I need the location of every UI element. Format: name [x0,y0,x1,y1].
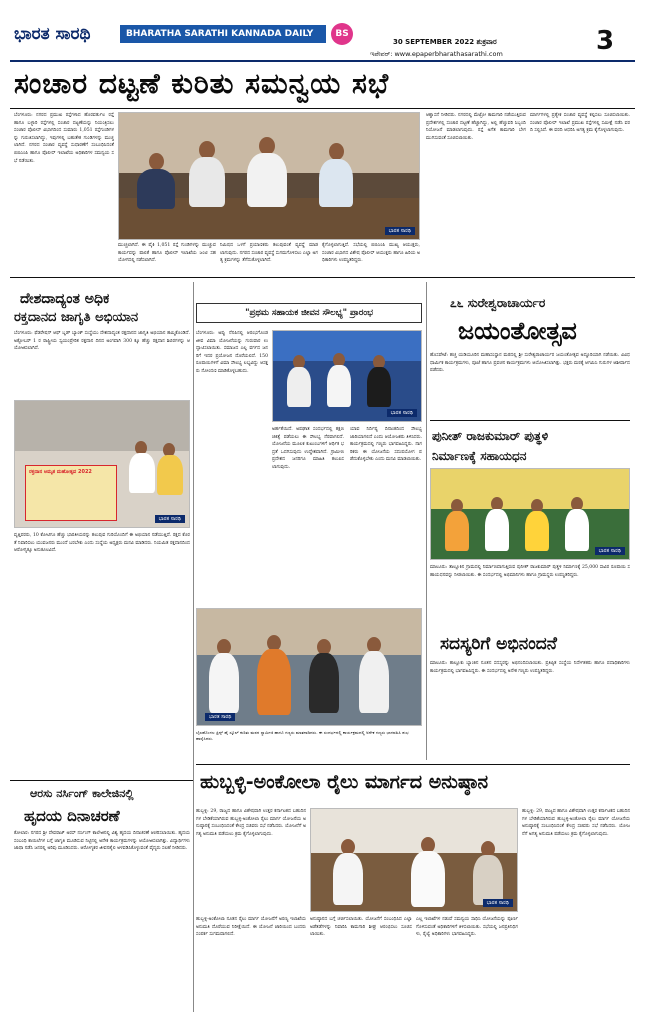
heart-headline-1: ಆರಸು ನರ್ಸಿಂಗ್ ಕಾಲೇಜಿನಲ್ಲಿ [30,787,134,800]
blood-banner-text: ರಕ್ತದಾನ ಅಮೃತ ಮಹೋತ್ಸವ 2022 [29,469,92,475]
page-number: 3 [596,26,615,56]
felicitation-headline: ಸದಸ್ಯರಿಗೆ ಅಭಿನಂದನೆ [440,634,557,654]
top-story-bottom-rule [10,277,635,278]
railway-col5: ಹುಬ್ಬಳ್ಳಿ: 29, ರಾಜ್ಯದ ಹಾಗೂ ವಿಶೇಷವಾಗಿ ಉತ್ತರ ಕರ್ನಾಟಕದ ಬಹುದಿನಗಳ ಬೇಡಿಕೆಯಾಗಿರುವ ಹುಬ್ಬಳ್ಳಿ-ಅಂಕೋಲಾ ರೈಲು ಮಾರ್ಗ ಯೋಜನೆಯ ಅನುಷ್ಠಾನಕ್ಕೆ ಸಂಬಂಧಿಸಿದಂತೆ ಕೇಂದ್ರ ಸಚಿವರು ಸಭೆ ನಡೆಸಿದರು. ಯೋಜನೆಗೆ ಅಗತ್ಯ ಅನುಮತಿ ಪಡೆಯಲು ಕ್ರಮ ಕೈಗೊಳ್ಳಲಾಗುವುದು. [522,809,630,837]
railway-top-rule [196,764,630,765]
column-rule-left [193,282,194,1012]
swamiji-photo-watermark: ಭಾರತ ಸಾರಥಿ [205,713,235,721]
railway-col2: ಹುಬ್ಬಳ್ಳಿ-ಅಂಕೋಲಾ ನೂತನ ರೈಲು ಮಾರ್ಗ ಯೋಜನೆಗೆ ಅರಣ್ಯ ಇಲಾಖೆಯ ಅನುಮತಿ ದೊರೆಯುವ ನಿರೀಕ್ಷೆಯಿದೆ. ಈ ಯೋಜನೆ ಜಾರಿಯಿಂದ ಬಂದರು ಸಂಪರ್ಕ ಸುಗಮವಾಗಲಿದೆ. [196,917,306,938]
masthead-website: ಇಪೇಪರ್: www.epaperbharathasarathi.com [370,50,503,58]
blood-photo [14,400,190,528]
blood-photo-watermark: ಭಾರತ ಸಾರಥಿ [155,515,185,523]
blood-text-2: ವೃತ್ತಿಪರರು, 10 ಕೋಟಿಗೂ ಹೆಚ್ಚು ಭಾರತೀಯರನ್ನು ತಲುಪುವ ಗುರಿಯೊಂದಿಗೆ ಈ ಅಭಿಯಾನ ನಡೆಯುತ್ತಿದೆ. ರಕ್ತದ ಕೊರತೆ ನಿವಾರಿಸಲು ಯುವಜನರು ಮುಂದೆ ಬರಬೇಕು ಎಂದು ಸಂಸ್ಥೆಯ ಅಧ್ಯಕ್ಷರು ಮನವಿ ಮಾಡಿದರು. ನಿಯಮಿತ ರಕ್ತದಾನದಿಂದ ಆರೋಗ್ಯಕ್ಕೂ ಅನುಕೂಲವಿದೆ. [14,533,190,554]
insurance-col1: ಬೆಂಗಳೂರು: ಅಪ್ಪು ನೆನಪಿನಲ್ಲಿ ಆರಂಭಗೊಂಡ ಜೀವ ವಿಮಾ ಯೋಜನೆಯನ್ನು ಗುರುವಾರ ಉದ್ಘಾಟಿಸಲಾಯಿತು. ಸಮಾಜದ ಎಲ್ಲ ವರ್ಗದ ಜನರಿಗೆ ಇದರ ಪ್ರಯೋಜನ ದೊರೆಯಲಿದೆ. 150 ರೂಪಾಯಿಗಳಿಗೆ ವಿಮಾ ಸೌಲಭ್ಯ ಲಭ್ಯವಿದ್ದು ಆಸಕ್ತರು ನೋಂದಣಿ ಮಾಡಿಕೊಳ್ಳಬಹುದು. [196,331,268,374]
masthead [0,0,645,62]
railway-headline: ಹುಬ್ಬಳ್ಳಿ-ಅಂಕೋಲಾ ರೈಲು ಮಾರ್ಗದ ಅನುಷ್ಠಾನ [200,771,489,793]
blood-headline-1: ದೇಶದಾದ್ಯಂತ ಅಧಿಕ [20,291,110,307]
statue-photo [430,468,630,560]
insurance-headline-box [196,303,422,323]
top-story-photo-watermark: ಭಾರತ ಸಾರಥಿ [385,227,415,235]
jubilee-text: ಹೊಸಪೇಟೆ: ಹಚ್ಚ ಯಡಿಯೂರಿನ ಮಹಾಸಂಸ್ಥಾನ ಮಠದಲ್ಲಿ ಶ್ರೀ ಸುರೇಶ್ವರಾಚಾರ್ಯರ ಜಯಂತೋತ್ಸವ ಅದ್ಧೂರಿಯಾಗಿ ನಡೆಯಿತು. ವಿವಿಧ ಧಾರ್ಮಿಕ ಕಾರ್ಯಕ್ರಮಗಳು, ಪೂಜೆ ಹಾಗೂ ಪ್ರವಚನ ಕಾರ್ಯಕ್ರಮಗಳು ಆಯೋಜಿಸಲಾಗಿತ್ತು. ಭಕ್ತರು ಮಠಕ್ಕೆ ಆಗಮಿಸಿ ಗುರುಗಳ ಆಶೀರ್ವಾದ ಪಡೆದರು. [430,353,630,374]
top-story-headline: ಸಂಚಾರ ದಟ್ಟಣೆ ಕುರಿತು ಸಮನ್ವಯ ಸಭೆ [14,67,390,100]
heart-text: ಕೋಲಾರ: ನಗರದ ಶ್ರೀ ದೇವರಾಜ್ ಅರಸ್ ನರ್ಸಿಂಗ್ ಕಾಲೇಜಿನಲ್ಲಿ ವಿಶ್ವ ಹೃದಯ ದಿನಾಚರಣೆ ಆಚರಿಸಲಾಯಿತು. ಹೃದಯ ಸಂಬಂಧಿ ಕಾಯಿಲೆಗಳ ಬಗ್ಗೆ ಜಾಗೃತಿ ಮೂಡಿಸುವ ನಿಟ್ಟಿನಲ್ಲಿ ಅನೇಕ ಕಾರ್ಯಕ್ರಮಗಳನ್ನು ಆಯೋಜಿಸಲಾಗಿತ್ತು. ವಿದ್ಯಾರ್ಥಿಗಳು ಜಾಥಾ ನಡೆಸಿ ಜನರಲ್ಲಿ ಅರಿವು ಮೂಡಿಸಿದರು. ಆರೋಗ್ಯಕರ ಜೀವನಶೈಲಿ ಅಳವಡಿಸಿಕೊಳ್ಳುವಂತೆ ವೈದ್ಯರು ಸಲಹೆ ನೀಡಿದರು. [14,831,190,852]
railway-col1: ಹುಬ್ಬಳ್ಳಿ: 29, ರಾಜ್ಯದ ಹಾಗೂ ವಿಶೇಷವಾಗಿ ಉತ್ತರ ಕರ್ನಾಟಕದ ಬಹುದಿನಗಳ ಬೇಡಿಕೆಯಾಗಿರುವ ಹುಬ್ಬಳ್ಳಿ-ಅಂಕೋಲಾ ರೈಲು ಮಾರ್ಗ ಯೋಜನೆಯ ಅನುಷ್ಠಾನಕ್ಕೆ ಸಂಬಂಧಿಸಿದಂತೆ ಕೇಂದ್ರ ಸಚಿವರು ಸಭೆ ನಡೆಸಿದರು. ಯೋಜನೆಗೆ ಅಗತ್ಯ ಅನುಮತಿ ಪಡೆಯಲು ಕ್ರಮ ಕೈಗೊಳ್ಳಲಾಗುವುದು. [196,809,306,837]
railway-photo [310,808,518,912]
masthead-bs-logo: BS [331,23,353,45]
column-rule-right [426,282,427,760]
railway-photo-watermark: ಭಾರತ ಸಾರಥಿ [483,899,513,907]
top-story-col2: ಮುಚ್ಚಲಾಗಿದೆ. ಈ ಪೈಕಿ 1,051 ರಸ್ತೆ ಗುಂಡಿಗಳನ್ನು ಮುಚ್ಚುವ ಕಾರ್ಯವನ್ನು ಪಾಲಿಕೆ ಹಾಗೂ ಪೊಲೀಸ್ ಇಲಾಖೆಯ ಜಂಟಿ ಸಹಯೋಗದಲ್ಲಿ ನಡೆಸಲಾಗಿದೆ. [118,243,216,264]
top-story-rule [10,108,635,109]
jubilee-headline-1: ೭೬ ಸುರೇಶ್ವರಾಚಾರ್ಯರ [450,296,546,310]
masthead-date: 30 SEPTEMBER 2022 ಶುಕ್ರವಾರ [393,38,497,46]
felicitation-text: ಮಾಲೂರು: ತಾಲ್ಲೂಕು ಬ್ಯಾಂಕಿನ ನೂತನ ಸದಸ್ಯರನ್ನು ಅಭಿನಂದಿಸಲಾಯಿತು. ಪ್ರತಿಷ್ಠಿತ ಸಂಸ್ಥೆಯ ನಿರ್ದೇಶಕರು ಹಾಗೂ ಪದಾಧಿಕಾರಿಗಳು ಕಾರ್ಯಕ್ರಮದಲ್ಲಿ ಭಾಗವಹಿಸಿದ್ದರು. ಈ ಸಂದರ್ಭದಲ್ಲಿ ಅನೇಕ ಗಣ್ಯರು ಉಪಸ್ಥಿತರಿದ್ದರು. [430,661,630,674]
jubilee-rule [430,420,630,421]
top-story-col1: ಬೆಂಗಳೂರು: ನಗರದ ಪ್ರಮುಖ ರಸ್ತೆಗಳಾದ ಹೊರವರ್ತುಲ ರಸ್ತೆ ಹಾಗೂ ಬಳ್ಳಾರಿ ರಸ್ತೆಗಳಲ್ಲಿ ಸಂಚಾರ ದಟ್ಟಣೆಯನ್ನು ನಿಯಂತ್ರಿಸಲು ಸಂಚಾರ ಪೊಲೀಸ್ ವಿಭಾಗದಿಂದ ಸುಮಾರು 1,051 ರಸ್ತೆಗುಂಡಿಗಳನ್ನು ಗುರುತಿಸಲಾಗಿದ್ದು, ಇವುಗಳಲ್ಲಿ ಬಹುತೇಕ ಗುಂಡಿಗಳನ್ನು ಮುಚ್ಚಲಾಗಿದೆ. ನಗರದ ಸಂಚಾರ ವ್ಯವಸ್ಥೆ ಸುಧಾರಣೆಗೆ ಸಂಬಂಧಿಸಿದಂತೆ ಬಿಬಿಎಂಪಿ ಹಾಗೂ ಪೊಲೀಸ್ ಇಲಾಖೆಯ ಅಧಿಕಾರಿಗಳ ಸಮನ್ವಯ ಸಭೆ ನಡೆಯಿತು. [14,113,114,164]
insurance-col3: ಯಾವ ನಿರ್ದಿಷ್ಟ ದಿನಾಂಕದಿಂದ ಸೌಲಭ್ಯ ಜಾರಿಯಾಗಲಿದೆ ಎಂದು ಆಯೋಜಕರು ತಿಳಿಸಿದರು. ಕಾರ್ಯಕ್ರಮದಲ್ಲಿ ಗಣ್ಯರು ಭಾಗವಹಿಸಿದ್ದರು. ನಾಗರಿಕರು ಈ ಯೋಜನೆಯ ಸದುಪಯೋಗ ಪಡೆದುಕೊಳ್ಳಬೇಕು ಎಂದು ಮನವಿ ಮಾಡಲಾಯಿತು. [350,427,422,463]
swamiji-photo [196,608,422,726]
statue-text: ಮಾಲೂರು: ತಾಲ್ಲೂಕಿನ ಗ್ರಾಮದಲ್ಲಿ ನಿರ್ಮಾಣವಾಗುತ್ತಿರುವ ಪುನೀತ್ ರಾಜಕುಮಾರ್ ಪುತ್ಥಳಿ ನಿರ್ಮಾಣಕ್ಕೆ 25,000 ಸಾವಿರ ರೂಪಾಯಿ ಸಹಾಯಧನವನ್ನು ನೀಡಲಾಯಿತು. ಈ ಸಂದರ್ಭದಲ್ಲಿ ಅಭಿಮಾನಿಗಳು ಹಾಗೂ ಗ್ರಾಮಸ್ಥರು ಉಪಸ್ಥಿತರಿದ್ದರು. [430,565,630,578]
insurance-headline: "ಪ್ರಥಮ ಸಹಾಯಕ ಜೀವನ ಸೌಲಭ್ಯ" ಪ್ರಾರಂಭ [245,308,373,318]
heart-headline-2: ಹೃದಯ ದಿನಾಚರಣೆ [24,807,120,825]
insurance-photo-watermark: ಭಾರತ ಸಾರಥಿ [387,409,417,417]
top-story-col5: ಆಶ್ವಾಸನೆ ನೀಡಿದರು. ನಗರದಲ್ಲಿ ಮೆಟ್ರೋ ಕಾಮಗಾರಿ ನಡೆಯುತ್ತಿರುವ ಪ್ರದೇಶಗಳಲ್ಲಿ ಸಂಚಾರ ದಟ್ಟಣೆ ಹೆಚ್ಚಾಗಿದ್ದು, ಅಲ್ಲಿ ಹೆಚ್ಚುವರಿ ಸಿಬ್ಬಂದಿ ನಿಯೋಜನೆ ಮಾಡಲಾಗುವುದು. ರಸ್ತೆ ಅಗೆತ ಕಾಮಗಾರಿ ಬೇಗ ಮುಗಿಸುವಂತೆ ಸೂಚಿಸಲಾಯಿತು. [426,113,526,141]
masthead-rule [10,60,635,62]
top-story-col6: ಮಾರ್ಗಗಳಲ್ಲಿ ಪ್ರತ್ಯೇಕ ಸಂಚಾರ ವ್ಯವಸ್ಥೆ ಕಲ್ಪಿಸಲು ಸೂಚಿಸಲಾಯಿತು. ಸಂಚಾರ ಪೊಲೀಸ್ ಇಲಾಖೆ ಪ್ರಮುಖ ರಸ್ತೆಗಳಲ್ಲಿ ಸಮೀಕ್ಷೆ ನಡೆಸಿ ವರದಿ ಸಲ್ಲಿಸಿದೆ. ಈ ವರದಿ ಆಧರಿಸಿ ಅಗತ್ಯ ಕ್ರಮ ಕೈಗೊಳ್ಳಲಾಗುವುದು. [530,113,630,134]
insurance-photo [272,330,422,422]
railway-col4: ಎಲ್ಲ ಇಲಾಖೆಗಳ ನಡುವೆ ಸಮನ್ವಯ ಸಾಧಿಸಿ ಯೋಜನೆಯನ್ನು ಪೂರ್ಣಗೊಳಿಸುವಂತೆ ಅಧಿಕಾರಿಗಳಿಗೆ ತಿಳಿಸಲಾಯಿತು. ಸಭೆಯಲ್ಲಿ ಜನಪ್ರತಿನಿಧಿಗಳು, ರೈಲ್ವೆ ಅಧಿಕಾರಿಗಳು ಭಾಗವಹಿಸಿದ್ದರು. [416,917,518,938]
statue-headline-2: ನಿರ್ಮಾಣಕ್ಕೆ ಸಹಾಯಧನ [432,449,527,463]
blood-headline-2: ರಕ್ತದಾನದ ಜಾಗೃತಿ ಅಭಿಯಾನ [14,310,139,325]
masthead-banner: BHARATHA SARATHI KANNADA DAILY [120,25,326,43]
statue-headline-1: ಪುನೀತ್ ರಾಜಕುಮಾರ್ ಪುತ್ಥಳಿ [432,429,549,443]
swamiji-caption: ಬೈಲಹೊಂಗಲ ಪ್ರಿನ್ಸ್ ಹೈ ಸ್ಕೂಲ್ ಕುರಿತು ಮಠದ ಸ್ವಾಮೀಜಿ ಹಾಗೂ ಗಣ್ಯರು ಮಾತನಾಡಿದರು. ಈ ಸಂದರ್ಭದಲ್ಲಿ ಕಾರ್ಯಕ್ರಮದಲ್ಲಿ ಅನೇಕ ಗಣ್ಯರು ಭಾಗವಹಿಸಿ ಶುಭ ಹಾರೈಸಿದರು. [196,730,409,742]
top-story-col4: ಕೈಗೊಳ್ಳಲಾಗುತ್ತಿದೆ. ಸಭೆಯಲ್ಲಿ ಬಿಬಿಎಂಪಿ ಮುಖ್ಯ ಆಯುಕ್ತರು, ಸಂಚಾರ ವಿಭಾಗದ ವಿಶೇಷ ಪೊಲೀಸ್ ಆಯುಕ್ತರು ಹಾಗೂ ಹಿರಿಯ ಅಧಿಕಾರಿಗಳು ಉಪಸ್ಥಿತರಿದ್ದರು. [322,243,420,264]
railway-col3: ಅನುಷ್ಠಾನದ ಬಗ್ಗೆ ಚರ್ಚಿಸಲಾಯಿತು. ಯೋಜನೆಗೆ ಸಂಬಂಧಿಸಿದ ಎಲ್ಲಾ ಅಡೆತಡೆಗಳನ್ನು ನಿವಾರಿಸಿ ಕಾಮಗಾರಿ ಶೀಘ್ರ ಆರಂಭಿಸಲು ಸೂಚಿಸಲಾಯಿತು. [310,917,412,938]
insurance-col2: ಅರ್ಹತೆಯಿದೆ. ಅಪಘಾತ ಸಂದರ್ಭದಲ್ಲಿ ತಕ್ಷಣ ಚಿಕಿತ್ಸೆ ಪಡೆಯಲು ಈ ಸೌಲಭ್ಯ ನೆರವಾಗಲಿದೆ. ಯೋಜನೆಯ ಮೂಲಕ ಕುಟುಂಬಗಳಿಗೆ ಆರ್ಥಿಕ ಭದ್ರತೆ ಒದಗಿಸುವುದು ಉದ್ದೇಶವಾಗಿದೆ. ಗ್ರಾಮೀಣ ಪ್ರದೇಶದ ಜನರಿಗೂ ಮಾಹಿತಿ ತಲುಪಿಸಲಾಗುವುದು. [272,427,344,470]
masthead-logo: ಭಾರತ ಸಾರಥಿ [14,24,91,44]
top-story-col3: ನಿಮಿಷದ ಒಳಗೆ ಪ್ರಯಾಣಿಕರು ತಲುಪುವಂತೆ ವ್ಯವಸ್ಥೆ ಮಾಡಲಾಗುವುದು. ನಗರದ ಸಂಚಾರ ವ್ಯವಸ್ಥೆ ಸುಗಮಗೊಳಿಸಲು ಎಲ್ಲಾ ಅಗತ್ಯ ಕ್ರಮಗಳನ್ನು ತೆಗೆದುಕೊಳ್ಳಲಾಗಿದೆ. [220,243,318,264]
blood-text-1: ಬೆಂಗಳೂರು: ಫೆಡರೇಷನ್ ಆಫ್ ಬ್ಲಡ್ ಬ್ಯಾಂಕ್ ಸಂಸ್ಥೆಯು ದೇಶದಾದ್ಯಂತ ರಕ್ತದಾನದ ಜಾಗೃತಿ ಅಭಿಯಾನ ಹಮ್ಮಿಕೊಂಡಿದೆ. ಅಕ್ಟೋಬರ್ 1 ರ ರಾಷ್ಟ್ರೀಯ ಸ್ವಯಂಪ್ರೇರಿತ ರಕ್ತದಾನ ದಿನದ ಅಂಗವಾಗಿ 300 ಕ್ಕೂ ಹೆಚ್ಚು ರಕ್ತದಾನ ಶಿಬಿರಗಳನ್ನು ಆಯೋಜಿಸಲಾಗಿದೆ. [14,331,190,352]
mid-rule-left [10,780,193,781]
top-story-photo [118,112,420,240]
statue-photo-watermark: ಭಾರತ ಸಾರಥಿ [595,547,625,555]
jubilee-headline-2: ಜಯಂತೋತ್ಸವ [458,317,577,345]
